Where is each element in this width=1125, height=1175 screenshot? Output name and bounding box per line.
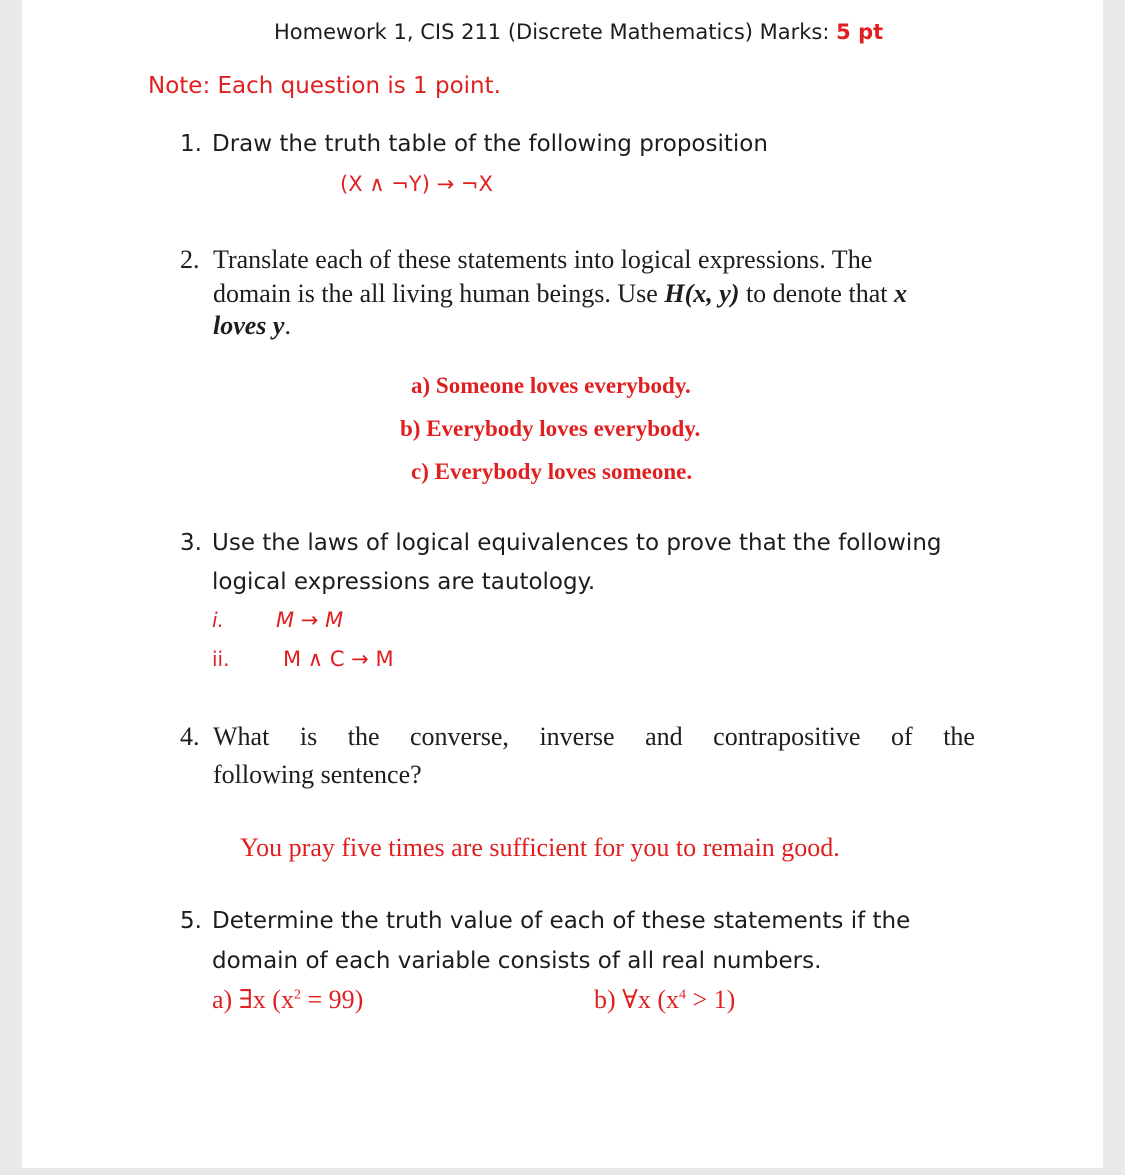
q4-word: the bbox=[943, 722, 975, 751]
q4-word: and bbox=[645, 722, 683, 751]
page-header bbox=[274, 20, 883, 44]
q5-line2: domain of each variable consists of all real numbers. bbox=[212, 948, 822, 974]
q2-line2-pre: domain is the all living human beings. Use bbox=[213, 279, 658, 308]
q2-function: H(x, y) bbox=[664, 279, 740, 308]
q2-line2 bbox=[213, 277, 907, 310]
header-marks: 5 pt bbox=[836, 20, 884, 44]
q3-item-ii-expr: M ∧ C → M bbox=[283, 647, 394, 671]
q5-a-post: = 99) bbox=[300, 985, 364, 1014]
q4-word: converse, bbox=[410, 722, 509, 751]
q3-item-i-expr: M → M bbox=[276, 608, 344, 632]
q4-line1 bbox=[213, 720, 975, 753]
q1-formula: (X ∧ ¬Y) → ¬X bbox=[340, 172, 493, 196]
note-text: Note: Each question is 1 point. bbox=[148, 73, 501, 99]
q4-word: of bbox=[890, 722, 913, 751]
q4-word: is bbox=[299, 722, 318, 751]
q2-item-b: b) Everybody loves everybody. bbox=[400, 416, 701, 441]
q4-number: 4. bbox=[180, 722, 200, 751]
q5-item-a bbox=[212, 985, 363, 1015]
q2-number: 2. bbox=[180, 245, 200, 274]
q5-b-pre: b) ∀x (x bbox=[594, 985, 680, 1014]
q2-loves-y: loves y bbox=[213, 311, 285, 340]
header-title: Homework 1, CIS 211 (Discrete Mathematics) Marks: bbox=[274, 20, 830, 44]
q3-number: 3. bbox=[180, 530, 202, 556]
q2-item-c: c) Everybody loves someone. bbox=[411, 459, 693, 484]
q4-word: the bbox=[347, 722, 380, 751]
q2-line1: Translate each of these statements into logical expressions. The bbox=[213, 245, 873, 274]
q4-line2: following sentence? bbox=[213, 760, 422, 789]
q3-item-ii-label: ii. bbox=[212, 647, 230, 671]
q3-line2: logical expressions are tautology. bbox=[212, 569, 596, 595]
q1-text: Draw the truth table of the following proposition bbox=[212, 131, 768, 157]
q5-a-exponent: 2 bbox=[293, 987, 301, 1003]
q5-line1: Determine the truth value of each of these statements if the bbox=[212, 908, 911, 934]
q4-word: inverse bbox=[539, 722, 615, 751]
q2-item-a: a) Someone loves everybody. bbox=[411, 373, 691, 398]
q4-word: What bbox=[213, 722, 270, 751]
q5-item-b bbox=[594, 985, 735, 1015]
q5-a-pre: a) ∃x (x bbox=[212, 985, 294, 1014]
q4-word: contrapositive bbox=[713, 722, 861, 751]
q2-line2-mid: to denote that bbox=[745, 279, 888, 308]
q3-item-i-label: i. bbox=[212, 608, 224, 632]
q3-line1: Use the laws of logical equivalences to prove that the following bbox=[212, 530, 942, 556]
q2-line3 bbox=[213, 309, 291, 342]
q1-number: 1. bbox=[180, 131, 202, 157]
q4-sentence: You pray five times are sufficient for you to remain good. bbox=[240, 833, 840, 862]
q2-var-x: x bbox=[893, 279, 907, 308]
q2-line3-end: . bbox=[284, 311, 291, 340]
q5-number: 5. bbox=[180, 908, 202, 934]
q5-b-post: > 1) bbox=[686, 985, 736, 1014]
q5-b-exponent: 4 bbox=[679, 987, 687, 1003]
